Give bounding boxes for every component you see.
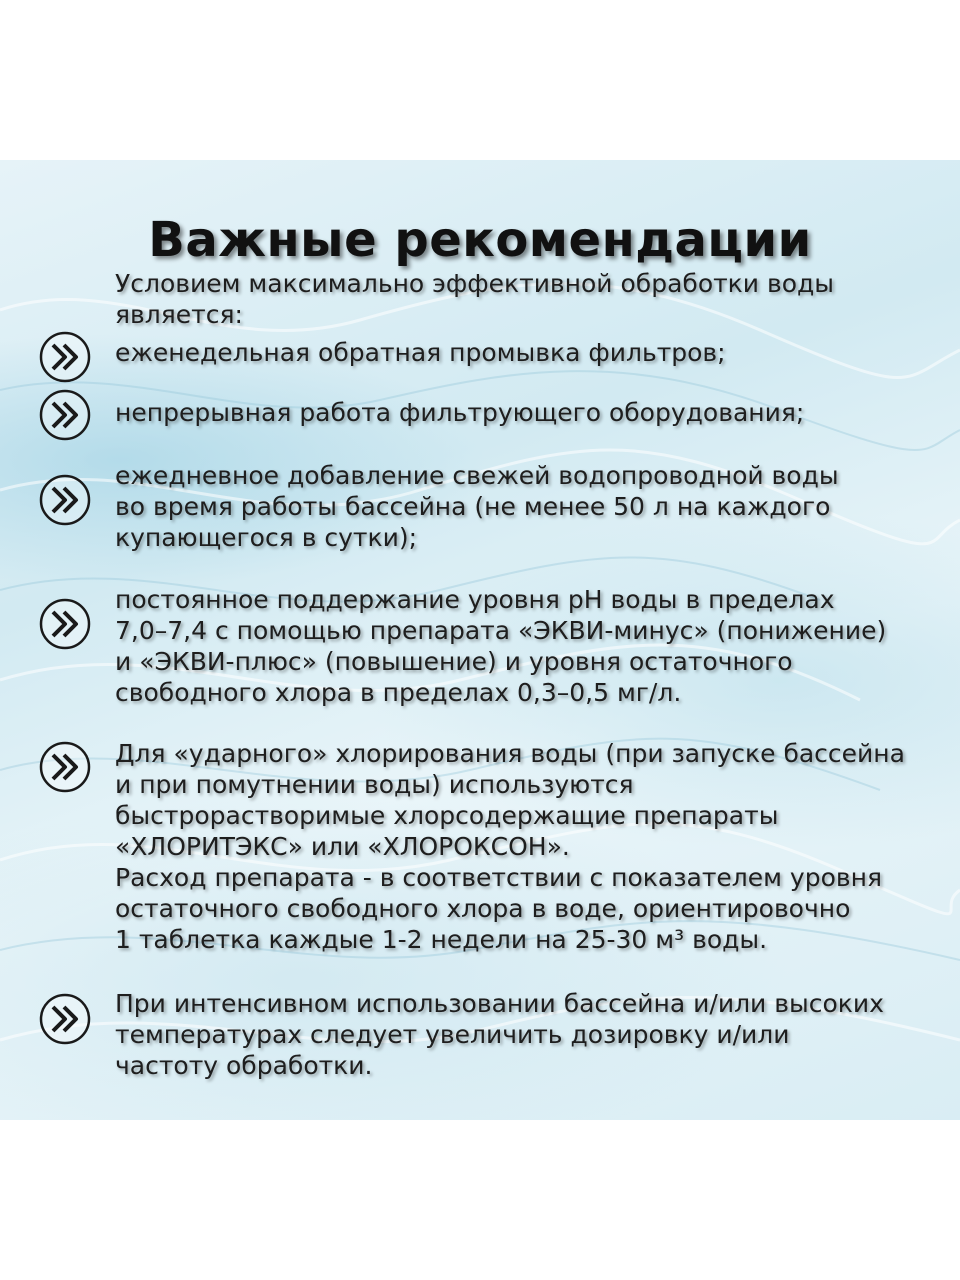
page-title: Важные рекомендации [148,212,812,269]
double-chevron-right-icon [38,740,92,794]
list-item-text: постоянное поддержание уровня pH воды в пределах 7,0–7,4 с помощью препарата «ЭКВИ-минус» (понижение) и «ЭКВИ-плюс» (повышение) и уровня остаточного свободного хлора в пределах 0,3–0,5 мг/л. [115,585,887,707]
list-item-text: непрерывная работа фильтрующего оборудования; [115,398,805,427]
list-item-text: ежедневное добавление свежей водопроводной воды во время работы бассейна (не менее 50 л на каждого купающегося в сутки); [115,461,839,552]
double-chevron-right-icon [38,388,92,442]
double-chevron-right-icon [38,473,92,527]
water-background-panel [0,160,960,1120]
double-chevron-right-icon [38,992,92,1046]
intro-text: Условием максимально эффективной обработки воды является: [115,269,835,329]
double-chevron-right-icon [38,330,92,384]
list-item-text: еженедельная обратная промывка фильтров; [115,338,726,367]
double-chevron-right-icon [38,597,92,651]
list-item-text: При интенсивном использовании бассейна и/или высоких температурах следует увеличить дозировку и/или частоту обработки. [115,989,884,1080]
list-item-text: Для «ударного» хлорирования воды (при запуске бассейна и при помутнении воды) используются быстрорастворимые хлорсодержащие препараты «ХЛОРИТЭКС» или «ХЛОРОКСОН». Расход препарата - в соответствии с показателем уровня остаточного свободного хлора в воде, ориентировочно 1 таблетка каждые 1-2 недели на 25-30 м³ воды. [115,739,905,954]
